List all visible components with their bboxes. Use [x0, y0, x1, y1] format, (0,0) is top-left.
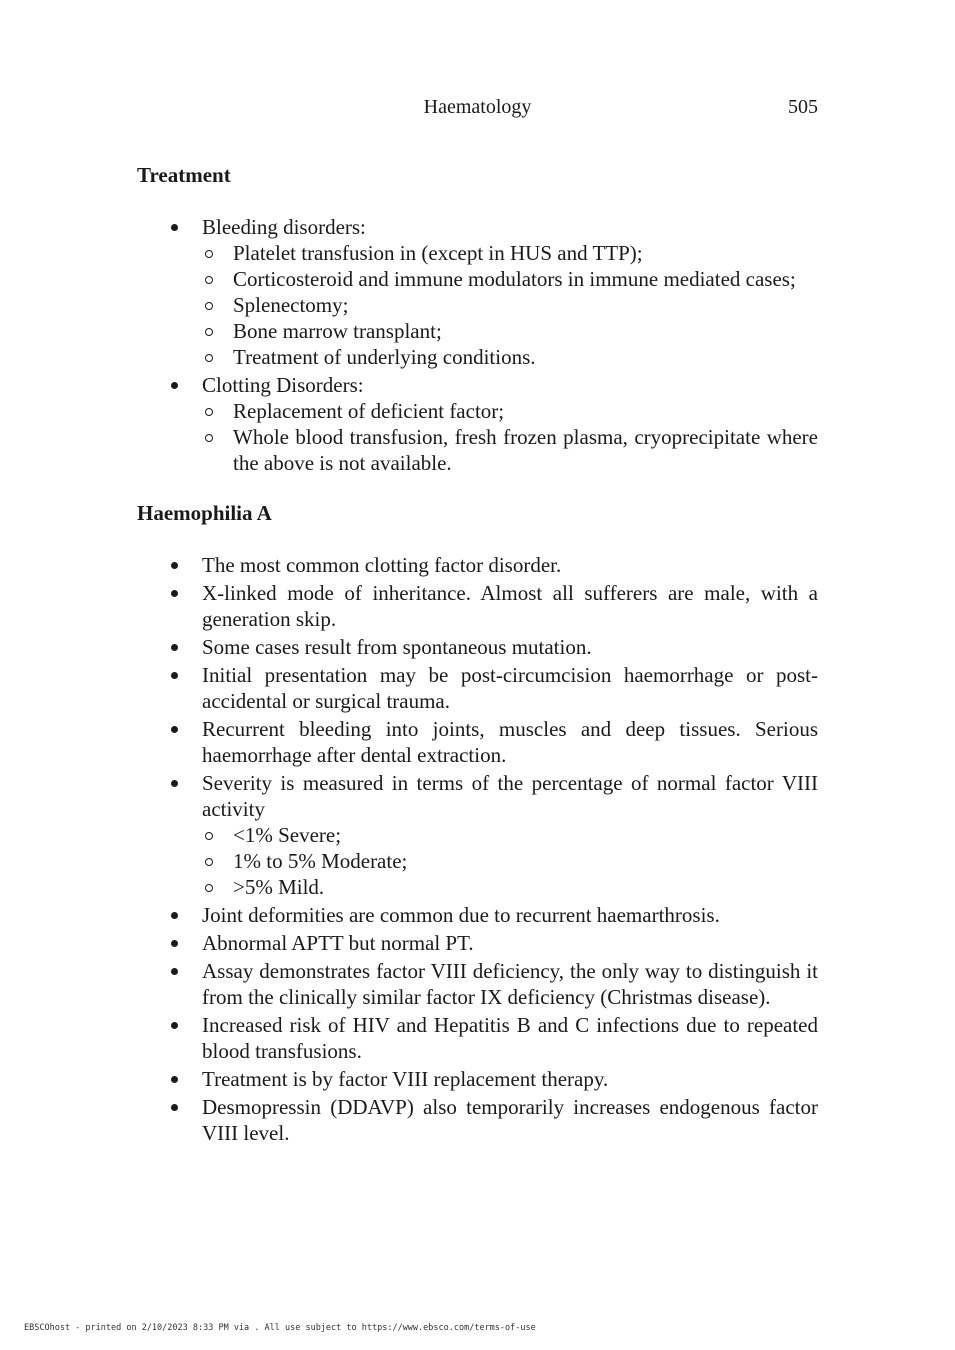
circle-bullet-icon: [205, 408, 213, 416]
circle-bullet-icon: [205, 884, 213, 892]
page-body: [137, 160, 818, 1148]
bullet-icon: [171, 968, 178, 975]
circle-bullet-icon: [205, 354, 213, 362]
bullet-icon: [171, 1022, 178, 1029]
circle-bullet-icon: [205, 434, 213, 442]
list-item: Treatment is by factor VIII replacement therapy.: [137, 1066, 818, 1092]
bullet-icon: [171, 726, 178, 733]
sub-list: [202, 398, 818, 476]
bullet-icon: [171, 590, 178, 597]
bullet-icon: [171, 912, 178, 919]
list-item: Abnormal APTT but normal PT.: [137, 930, 818, 956]
list-item: X-linked mode of inheritance. Almost all sufferers are male, with a generation skip.: [137, 580, 818, 632]
bullet-icon: [171, 382, 178, 389]
list-item: Some cases result from spontaneous mutation.: [137, 634, 818, 660]
circle-bullet-icon: [205, 832, 213, 840]
bullet-icon: [171, 1076, 178, 1083]
sub-list-item: <1% Severe;: [202, 822, 818, 848]
list-item: Assay demonstrates factor VIII deficiency, the only way to distinguish it from the clinically similar factor IX deficiency (Christmas disease).: [137, 958, 818, 1010]
list-item: [137, 770, 818, 900]
bullet-icon: [171, 644, 178, 651]
section-heading-haemophilia-a: Haemophilia A: [137, 501, 272, 525]
list-item: [137, 214, 818, 370]
sub-list-item: Replacement of deficient factor;: [202, 398, 818, 424]
sub-list-item: Platelet transfusion in (except in HUS and TTP);: [202, 240, 818, 266]
circle-bullet-icon: [205, 858, 213, 866]
sub-list-item: Splenectomy;: [202, 292, 818, 318]
bullet-icon: [171, 562, 178, 569]
list-item: The most common clotting factor disorder.: [137, 552, 818, 578]
item-text: Bleeding disorders:: [202, 215, 366, 239]
sub-list-item: >5% Mild.: [202, 874, 818, 900]
list-item: Initial presentation may be post-circumcision haemorrhage or post-accidental or surgical trauma.: [137, 662, 818, 714]
bullet-icon: [171, 672, 178, 679]
list-item: Desmopressin (DDAVP) also temporarily increases endogenous factor VIII level.: [137, 1094, 818, 1146]
haemophilia-list: [137, 552, 818, 1146]
sub-list-item: Treatment of underlying conditions.: [202, 344, 818, 370]
sub-list-item: Corticosteroid and immune modulators in immune mediated cases;: [202, 266, 818, 292]
sub-list-item: 1% to 5% Moderate;: [202, 848, 818, 874]
circle-bullet-icon: [205, 276, 213, 284]
list-item: Increased risk of HIV and Hepatitis B and C infections due to repeated blood transfusions.: [137, 1012, 818, 1064]
running-header: [0, 96, 955, 122]
bullet-icon: [171, 940, 178, 947]
page-number: 505: [788, 96, 818, 118]
bullet-icon: [171, 1104, 178, 1111]
circle-bullet-icon: [205, 302, 213, 310]
item-text: Severity is measured in terms of the percentage of normal factor VIII activity: [202, 771, 818, 821]
sub-list: [202, 240, 818, 370]
item-text: Clotting Disorders:: [202, 373, 364, 397]
bullet-icon: [171, 224, 178, 231]
print-footer: EBSCOhost - printed on 2/10/2023 8:33 PM via . All use subject to https://www.ebsco.com/terms-of-use: [24, 1323, 536, 1333]
list-item: Joint deformities are common due to recurrent haemarthrosis.: [137, 902, 818, 928]
bullet-icon: [171, 780, 178, 787]
treatment-list: [137, 214, 818, 476]
sub-list: [202, 822, 818, 900]
sub-list-item: Bone marrow transplant;: [202, 318, 818, 344]
section-heading-treatment: Treatment: [137, 163, 231, 187]
running-title: Haematology: [423, 96, 532, 118]
list-item: Recurrent bleeding into joints, muscles and deep tissues. Serious haemorrhage after dental extraction.: [137, 716, 818, 768]
circle-bullet-icon: [205, 328, 213, 336]
circle-bullet-icon: [205, 250, 213, 258]
list-item: [137, 372, 818, 476]
sub-list-item: Whole blood transfusion, fresh frozen plasma, cryoprecipitate where the above is not available.: [202, 424, 818, 476]
